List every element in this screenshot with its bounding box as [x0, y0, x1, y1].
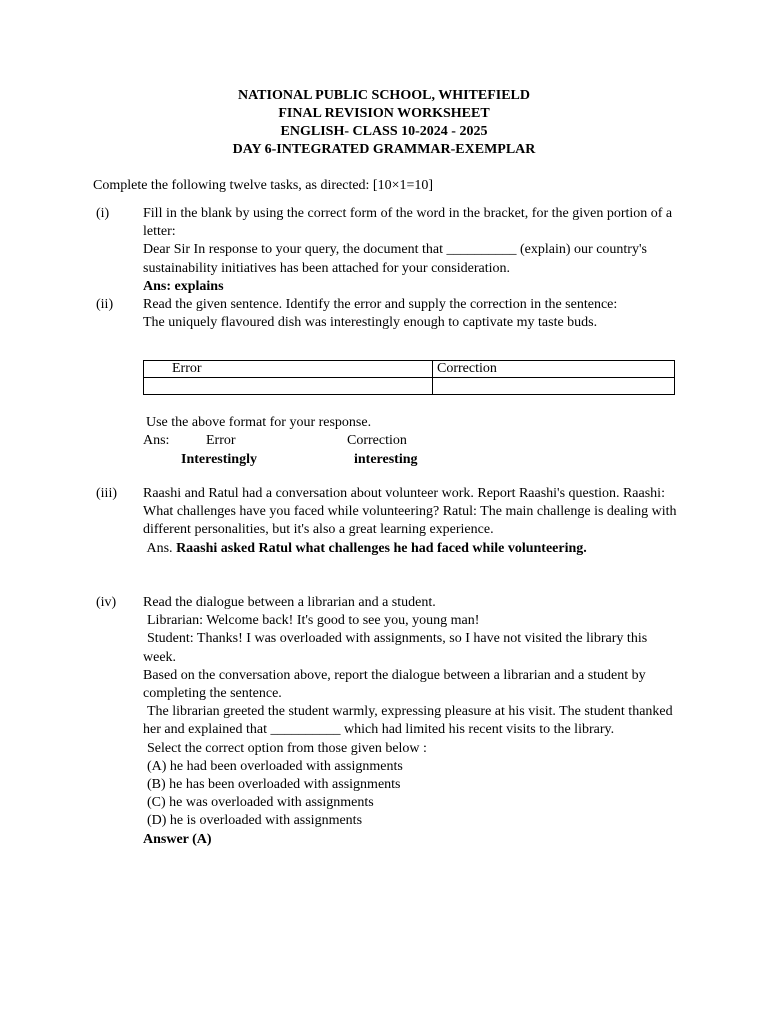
question-instruction: Fill in the blank by using the correct form of the word in the bracket, for the given portion of a letter: [143, 206, 673, 240]
question-prompt: Based on the conversation above, report the dialogue between a librarian and a student by completing the sentence. [143, 667, 646, 702]
option-instruction: Select the correct option from those given below : [147, 740, 427, 756]
class-line: ENGLISH- CLASS 10-2024 - 2025 [280, 124, 488, 139]
option-b: (B) he has been overloaded with assignments [147, 777, 401, 793]
question-text: Dear Sir In response to your query, the document that __________ (explain) our country's sustainability initiatives has been attached for your consideration. [143, 242, 647, 276]
question-instruction: Read the given sentence. Identify the error and supply the correction in the sentence: [143, 297, 618, 312]
question-text: Raashi and Ratul had a conversation about volunteer work. Report Raashi's question. Raashi: What challenges have you faced while volunteering? Ratul: The main challenge is dealing with different personalities, but it's also a great learning experience. [143, 486, 677, 538]
ans-correction: interesting [354, 452, 418, 467]
question-instruction: Read the dialogue between a librarian and a student. [143, 595, 436, 610]
question-body [143, 296, 683, 332]
answer: Raashi asked Ratul what challenges he had faced while volunteering. [176, 540, 587, 556]
answer-line [143, 540, 683, 558]
ans-label: Ans: [143, 433, 170, 448]
table-row [144, 378, 675, 395]
question-number: (iii) [96, 486, 117, 501]
ans-correction-heading: Correction [347, 433, 407, 448]
instructions: Complete the following twelve tasks, as directed: [10×1=10] [93, 178, 434, 193]
format-note: Use the above format for your response. [146, 415, 372, 430]
option-a: (A) he had been overloaded with assignments [147, 758, 403, 774]
question-number: (ii) [96, 297, 114, 312]
option-d: (D) he is overloaded with assignments [147, 813, 363, 829]
question-body [143, 485, 683, 558]
answer-prefix: Ans. [146, 540, 173, 556]
question-number: (iv) [96, 595, 117, 610]
correction-cell[interactable] [433, 378, 675, 395]
answer: Answer (A) [143, 831, 212, 847]
ans-error-heading: Error [206, 433, 236, 448]
worksheet-header [0, 87, 768, 159]
question-sentence: The librarian greeted the student warmly, expressing pleasure at his visit. The student thanked her and explained that __________ which had limited his recent visits to the library. [143, 704, 673, 738]
question-body [143, 205, 683, 296]
question-number: (i) [96, 206, 110, 221]
error-cell[interactable] [144, 378, 433, 395]
school-name: NATIONAL PUBLIC SCHOOL, WHITEFIELD [238, 88, 530, 103]
error-header: Error [144, 361, 433, 378]
worksheet-title: FINAL REVISION WORKSHEET [278, 106, 490, 121]
ans-error: Interestingly [181, 452, 257, 467]
option-c: (C) he was overloaded with assignments [147, 795, 374, 811]
question-text: The uniquely flavoured dish was interestingly enough to captivate my taste buds. [143, 315, 598, 331]
day-line: DAY 6-INTEGRATED GRAMMAR-EXEMPLAR [232, 142, 536, 157]
dialogue-librarian: Librarian: Welcome back! It's good to see you, young man! [147, 613, 480, 629]
correction-header: Correction [433, 361, 675, 378]
question-body [143, 594, 683, 849]
dialogue-student: Student: Thanks! I was overloaded with assignments, so I have not visited the library this week. [143, 631, 648, 665]
table-row [144, 361, 675, 378]
answer: Ans: explains [143, 278, 224, 294]
error-correction-table [143, 360, 675, 395]
